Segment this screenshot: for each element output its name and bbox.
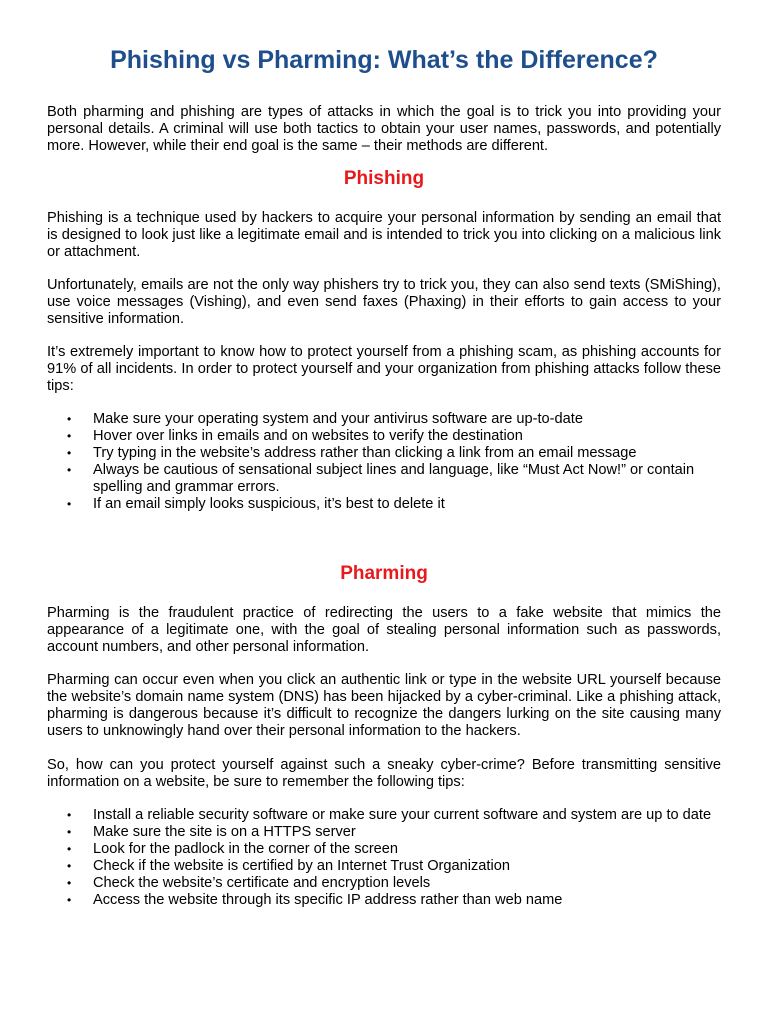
phishing-paragraph-3: It’s extremely important to know how to protect yourself from a phishing scam, as phishing accounts for 91% of all incidents. In order to protect yourself and your organization from phishing attacks follow these tips: [47,344,721,394]
bullet-icon: • [67,446,72,460]
phishing-paragraph-2: Unfortunately, emails are not the only way phishers try to trick you, they can also send texts (SMiShing), use voice messages (Vishing), and even send faxes (Phaxing) in their efforts to gain access to your sensitive information. [47,277,721,327]
phishing-heading: Phishing [343,168,425,189]
phishing-tips-list [47,411,721,513]
list-item: • If an email simply looks suspicious, it’s best to delete it [67,496,445,512]
list-item: • Hover over links in emails and on websites to verify the destination [67,428,523,444]
pharming-paragraph-2: Pharming can occur even when you click an authentic link or type in the website URL yourself because the website’s domain name system (DNS) has been hijacked by a cyber-criminal. Like a phishing attack, pharming is dangerous because it’s difficult to recognize the dangers lurking on the site causing many users to unknowingly hand over their personal information to the hackers. [47,672,721,739]
pharming-paragraph-1: Pharming is the fraudulent practice of redirecting the users to a fake website that mimics the appearance of a legitimate one, with the goal of stealing personal information such as passwords, account numbers, and other personal information. [47,605,721,655]
list-item: • Make sure your operating system and your antivirus software are up-to-date [67,411,583,427]
bullet-icon: • [67,842,72,856]
pharming-heading: Pharming [340,563,428,584]
list-item: • Install a reliable security software or make sure your current software and system are up to date [67,807,712,823]
bullet-icon: • [67,429,72,443]
list-item: • Try typing in the website’s address rather than clicking a link from an email message [67,445,637,461]
pharming-tips-list [47,807,721,909]
page-title: Phishing vs Pharming: What’s the Difference? [110,46,658,74]
list-item: • Always be cautious of sensational subject lines and language, like “Must Act Now!” or contain spelling and grammar errors. [67,462,695,495]
bullet-icon: • [67,859,72,873]
intro-paragraph: Both pharming and phishing are types of attacks in which the goal is to trick you into providing your personal details. A criminal will use both tactics to obtain your user names, passwords, and potentially more. However, while their end goal is the same – their methods are different. [47,104,721,154]
list-item: • Access the website through its specific IP address rather than web name [67,892,563,908]
list-item: • Check the website’s certificate and encryption levels [67,875,431,891]
phishing-paragraph-1: Phishing is a technique used by hackers to acquire your personal information by sending an email that is designed to look just like a legitimate email and is intended to trick you into clicking on a malicious link or attachment. [47,210,721,260]
list-item: • Check if the website is certified by an Internet Trust Organization [67,858,510,874]
list-item: • Make sure the site is on a HTTPS server [67,824,356,840]
bullet-icon: • [67,825,72,839]
bullet-icon: • [67,497,72,511]
pharming-paragraph-3: So, how can you protect yourself against such a sneaky cyber-crime? Before transmitting sensitive information on a website, be sure to remember the following tips: [47,757,721,790]
bullet-icon: • [67,808,72,822]
bullet-icon: • [67,412,72,426]
bullet-icon: • [67,893,72,907]
list-item: • Look for the padlock in the corner of the screen [67,841,399,857]
bullet-icon: • [67,463,72,477]
bullet-icon: • [67,876,72,890]
